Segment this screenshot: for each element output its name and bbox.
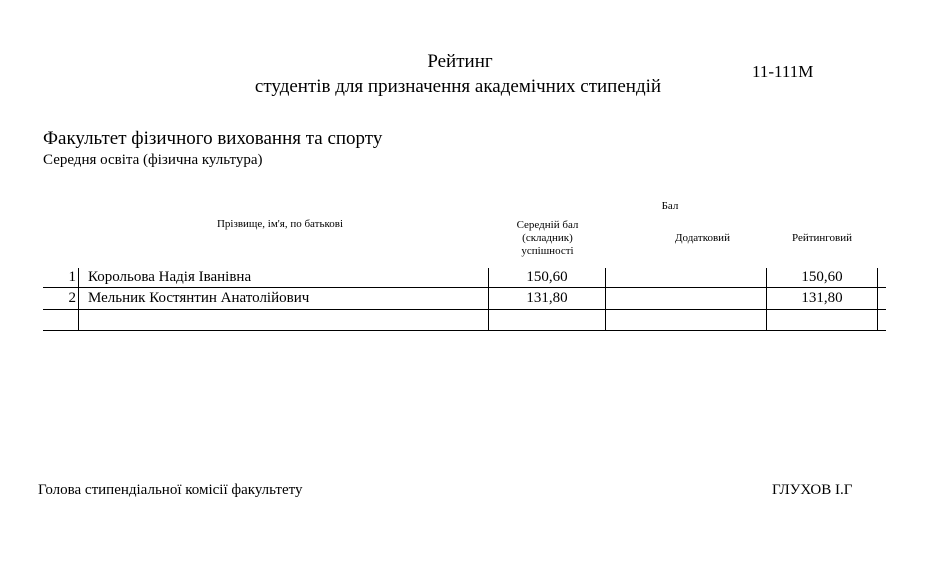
group-code: 11-111М	[752, 62, 814, 81]
commission-head-name: ГЛУХОВ І.Г	[772, 482, 853, 498]
specialty-name: Середня освіта (фізична культура)	[43, 152, 263, 168]
column-divider	[877, 268, 878, 330]
student-name: Корольова Надія Іванівна	[88, 269, 252, 285]
header-average: Середній бал (складник) успішності	[516, 219, 579, 257]
row-number: 2	[68, 290, 76, 306]
document-title: Рейтинг	[427, 51, 493, 72]
rating-score: 150,60	[801, 269, 843, 285]
document-subtitle: студентів для призначення академічних стипендій	[254, 76, 662, 97]
rating-score: 131,80	[801, 290, 843, 306]
average-score: 150,60	[526, 269, 568, 285]
faculty-name: Факультет фізичного виховання та спорту	[43, 128, 383, 149]
column-divider	[605, 268, 606, 330]
row-divider	[43, 309, 886, 310]
row-number: 1	[68, 269, 76, 285]
header-rating: Рейтинговий	[791, 232, 853, 244]
commission-head-label: Голова стипендіальної комісії факультету	[38, 482, 303, 498]
header-ball-group: Бал	[661, 200, 679, 212]
column-divider	[78, 268, 79, 330]
row-divider	[43, 330, 886, 331]
header-additional: Додатковий	[675, 232, 730, 244]
header-name: Прізвище, ім'я, по батькові	[216, 218, 344, 230]
student-name: Мельник Костянтин Анатолійович	[88, 290, 310, 306]
average-score: 131,80	[526, 290, 568, 306]
row-divider	[43, 287, 886, 288]
